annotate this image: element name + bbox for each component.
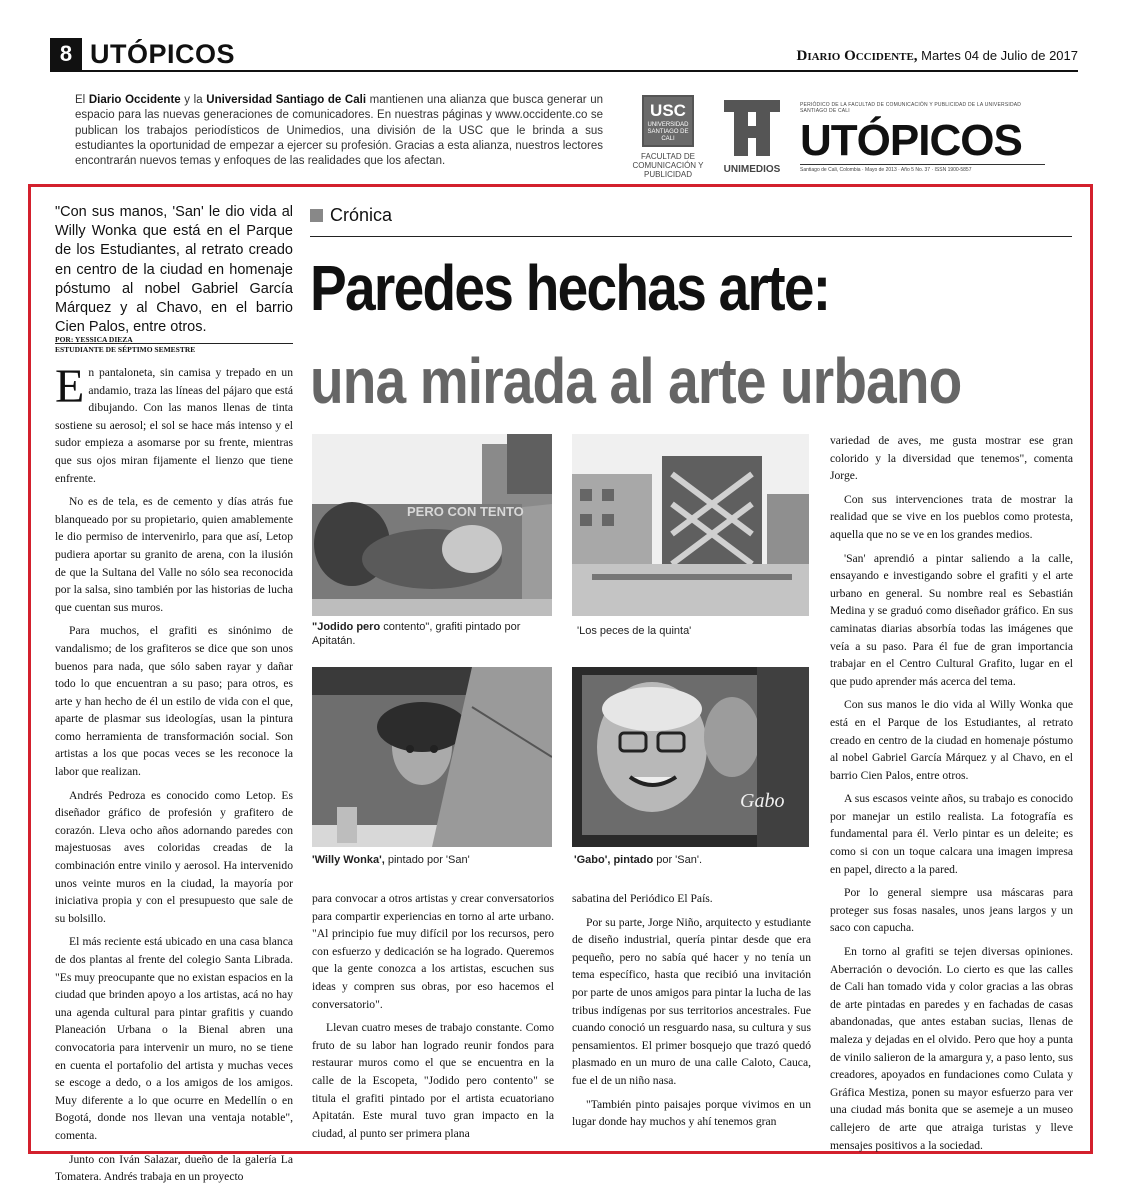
article-column-3: sabatina del Periódico El País. Por su parte, Jorge Niño, arquitecto y estudiante de diseño industrial, quería pintar desde que era pequeño, pero no sabía qué hacer y no tenía un tema específico, hasta que recibió una invitación por parte de unos amigos para pintar la lucha de las tribus indígenas por sus territorios ancestrales. Fue cuando conoció un resguardo nasa, su cultura y sus pensamientos. El primer bosquejo que trazó quedó plasmado en un muro de una calle Caloto, Cauca, fue el de un niño nasa. "También pinto paisajes porque vivimos en un lugar donde hay muchos y ahí tenemos gran — [572, 892, 811, 1129]
caption-photo-4: 'Gabo', pintado por 'San'. — [574, 854, 703, 866]
article-column-1: En pantaloneta, sin camisa y trepado en un andamio, traza las líneas del pájaro que está dibujando. Con las manos llenas de tinta sostiene su aerosol; el sol se hace más intenso y el sudor empieza a asomarse por su frente, mientras que sus ojos miran fijamente el lienzo que tiene enfrente. No es de tela, es de cemento y días atrás fue blanqueado por su propietario, quien amablemente le dio permiso de intervenirlo, para que así, Letop pudiera aportar su granito de arena, con la ilusión de que la Sultana del Valle no sólo sea reconocida por la salsa, sino también por las historias de lucha que cuentan sus muros. Para muchos, el grafiti es sinónimo de vandalismo; de los grafiteros se dice que son unos buenos para nada, que sólo saben rayar y dañar todo lo que encuentran a su paso; para otros, es arte y han hecho de él un estilo de vida con el que, aparte de plasmar sus ideologías, usan la pintura como herramienta de transformación social. Son artistas a los que pocas veces se les reconoce la labor que realizan. Andrés Pedroza es conocido como Letop. Es diseñador gráfico de profesión y grafitero de corazón. Lleva ocho años adornando paredes con majestuosas aves coloridas creadas de la combinación entre vinilo y aerosol. Ha intervenido unos veinte muros en la ciudad, la mayoría por iniciativa propia y con el presupuesto que sale de su bolsillo. El más reciente está ubicado en una casa blanca de dos plantas al frente del colegio Santa Librada. "Es muy preocupante que no existan espacios en la ciudad que brinden apoyo a los artistas, acá no hay una agenda cultural para pintar grafitis y cuando Planeación Urbana o la Bienal abren una convocatoria para intervenir un muro, no se tiene en cuenta el portafolio del artista y muchas veces se escoge a dedo, o a los amigos de los amigos. Muy diferente a lo que ocurre en Medellín o en Bogotá, donde nos llevan una ventaja notable", comenta. Junto con Iván Salazar, dueño de la galería La Tomatera. Andrés trabaja en un proyecto — [55, 360, 293, 1184]
utopicos-logo: PERIÓDICO DE LA FACULTAD DE COMUNICACIÓN Y PUBLICIDAD DE LA UNIVERSIDAD SANTIAGO DE CALI UTÓPICOS Santiago de Cali, Colombia · Mayo de 2013 · Año 5 No. 37 · ISSN 1900-5857 — [800, 102, 1045, 173]
photo-los-peces-de-la-quinta — [572, 434, 809, 616]
unimedios-label: UNIMEDIOS — [723, 164, 781, 175]
header-rule — [50, 70, 1078, 72]
kicker: Crónica — [310, 205, 392, 226]
svg-text:Gabo: Gabo — [740, 790, 785, 812]
kicker-rule — [310, 236, 1072, 237]
page-number: 8 — [50, 38, 82, 70]
unimedios-mark-icon — [724, 100, 780, 156]
byline — [55, 335, 293, 355]
photo-jodido-pero-contento — [312, 434, 552, 616]
page-header — [50, 38, 1078, 74]
drop-cap: E — [55, 360, 85, 413]
caption-photo-3: 'Willy Wonka', pintado por 'San' — [312, 854, 470, 866]
dateline — [796, 48, 1078, 65]
caption-photo-2: 'Los peces de la quinta' — [577, 625, 692, 637]
intro-paragraph: El Diario Occidente y la Universidad Santiago de Cali mantienen una alianza que busca generar un espacio para las nuevas generaciones de comunicadores. En nuestras páginas y www.occidente.co se publican los trabajos periodísticos de Unimedios, una división de la USC que le brinda a sus estudiantes la oportunidad de empezar a ejercer su profesión. Gracias a esta alianza, nuestros lectores encontrarán nuevos temas y enfoques de las realidades que los afectan. — [75, 94, 604, 168]
pull-quote: "Con sus manos, 'San' le dio vida al Willy Wonka que está en el Parque de los Estudiantes, al retrato creado en centro de la ciudad en homenaje póstumo al nobel Gabriel García Márquez y al Chavo, en el barrio Cien Palos, entre otros. — [55, 203, 293, 344]
usc-faculty-text: FACULTAD DE COMUNICACIÓN Y PUBLICIDAD — [632, 152, 704, 179]
paper-name: Diario Occidente, — [796, 48, 918, 64]
section-title: UTÓPICOS — [90, 39, 236, 69]
usc-logo: USC UNIVERSIDAD SANTIAGO DE CALI FACULTAD DE COMUNICACIÓN Y PUBLICIDAD — [630, 95, 706, 179]
byline-author: POR: YESSICA DIEZA — [55, 335, 133, 344]
headline: Paredes hechas arte: — [310, 252, 830, 324]
unimedios-logo — [716, 100, 788, 175]
issue-date: Martes 04 de Julio de 2017 — [917, 48, 1078, 63]
subheadline: una mirada al arte urbano — [310, 345, 962, 417]
caption-photo-1: "Jodido pero contento", grafiti pintado por Apitatán. — [312, 621, 521, 647]
photo-willy-wonka — [312, 667, 552, 847]
square-bullet-icon — [310, 209, 323, 222]
partner-name-diario: Diario Occidente — [88, 94, 181, 106]
article-column-2: para convocar a otros artistas y crear conversatorios para compartir experiencias en torno al arte urbano. "Al principio fue muy difícil por los recursos, pero con esfuerzo y dedicación se ha logrado. Queremos que la gente conozca a los artistas, escuchen sus ideas y compren sus obras, por eso hacemos el conversatorio". Llevan cuatro meses de trabajo constante. Como fruto de su labor han logrado reunir fondos para restaurar muros como el que se encuentra en la calle de la Escopeta, "Jodido pero contento" se titula el grafiti pintado por el artista ecuatoriano Apitatán. Este mural tuvo gran impacto en la ciudad, al punto ser primera plana — [312, 892, 554, 1140]
partner-name-usc: Universidad Santiago de Cali — [206, 94, 367, 106]
byline-role: ESTUDIANTE DE SÉPTIMO SEMESTRE — [55, 345, 196, 354]
svg-text:PERO CON TENTO: PERO CON TENTO — [407, 504, 524, 519]
photo-gabo — [572, 667, 809, 847]
utopicos-wordmark: UTÓPICOS — [800, 116, 1022, 165]
article-column-4: variedad de aves, me gusta mostrar ese gran colorido y la diversidad que tenemos", comenta Jorge. Con sus intervenciones trata de mostrar la realidad que se vive en los pueblos como protesta, aquella que no se ve en los grandes medios. 'San' aprendió a pintar saliendo a la calle, ensayando e investigando sobre el grafiti y el arte urbano en general. Su nombre real es Sebastián Medina y se graduó como diseñador gráfico. En sus caminatas diarias absorbía todas las imágenes que veía a su paso. Para él fue de gran importancia trabajar en el Centro Cultural Grafito, lugar en el que pudo aprender más acerca del tema. Con sus manos le dio vida al Willy Wonka que está en el Parque de los Estudiantes, al retrato creado en centro de la ciudad en homenaje póstumo al nobel Gabriel García Márquez y al Chavo, en el barrio Cien Palos, entre otros. A sus escasos veinte años, su trabajo es conocido por manejar un estilo realista. La fotografía es fundamental para él. Verlo pintar es un deleite; es como si con un toque calcara una imagen impresa en papel, directo a la pared. Por lo general siempre usa máscaras para proteger sus fosas nasales, unos jeans largos y un saco con capucha. En torno al grafiti se tejen diversas opiniones. Aberración o devoción. Lo cierto es que las calles de Cali han tomado vida y color gracias a las obras de arte pintadas en paredes y en fachadas de casas abandonadas, que antes estaban sucias, llenas de maleza y dejadas en el olvido. Pero que hoy a punta de vinilo salieron de la amargura y, a paso lento, sus creadores, apoyados en fundaciones como Culata y Gráfica Mestiza, ponen su mayor esfuerzo para ver una ciudad más bonita que se asemeje a un museo callejero de arte que atraiga turistas y lleve mensajes positivos a la sociedad. — [830, 434, 1073, 1152]
